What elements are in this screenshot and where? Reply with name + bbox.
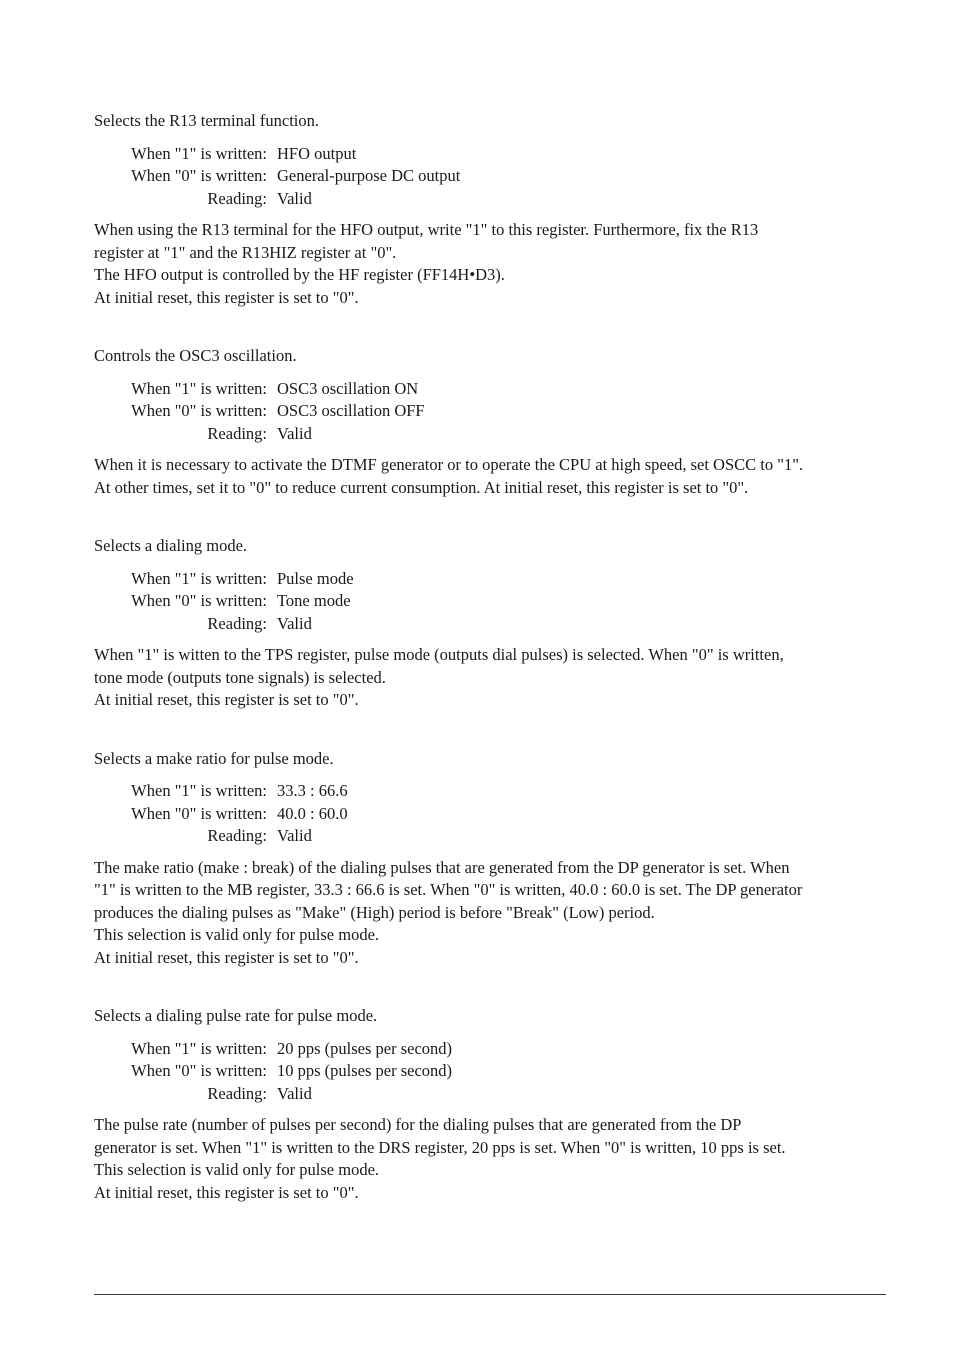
case-label: When "0" is written:: [131, 1061, 267, 1080]
desc-line: When using the R13 terminal for the HFO output, write "1" to this register. Furthermore, fix the R13: [94, 220, 759, 239]
write-cases: [94, 780, 894, 848]
write-cases: [94, 143, 894, 211]
section-description: [94, 857, 894, 970]
case-value: Valid: [277, 188, 312, 208]
case-label: When "0" is written:: [131, 401, 267, 420]
case-row: [94, 165, 894, 188]
case-value: Valid: [277, 826, 312, 845]
case-value: Pulse mode: [277, 568, 354, 588]
case-row: [94, 1060, 894, 1083]
section-intro: Controls the OSC3 oscillation.: [94, 346, 297, 365]
case-row: [94, 1038, 894, 1061]
document-body: [94, 110, 894, 1204]
case-label: When "1" is written:: [131, 568, 267, 588]
case-row: [94, 780, 894, 803]
case-value: Valid: [277, 1083, 312, 1103]
case-row: [94, 825, 894, 848]
desc-line: At initial reset, this register is set to "0".: [94, 1182, 359, 1202]
case-label: When "0" is written:: [131, 803, 267, 823]
desc-line: At initial reset, this register is set to "0".: [94, 947, 359, 967]
section-gap: [94, 309, 894, 345]
desc-line: At initial reset, this register is set to "0".: [94, 690, 359, 709]
case-row: [94, 143, 894, 166]
case-row: [94, 378, 894, 401]
desc-line: "1" is written to the MB register, 33.3 : 66.6 is set. When "0" is written, 40.0 : 60.0 is set. The DP generator: [94, 880, 803, 899]
register-section-tps: [94, 535, 894, 712]
register-section-mb: [94, 748, 894, 970]
case-value: OSC3 oscillation ON: [277, 378, 419, 398]
case-label: When "1" is written:: [131, 143, 267, 163]
case-value: Valid: [277, 423, 312, 443]
section-intro: Selects the R13 terminal function.: [94, 111, 319, 130]
desc-line: tone mode (outputs tone signals) is selected.: [94, 667, 386, 687]
case-row: [94, 613, 894, 636]
section-gap: [94, 712, 894, 748]
section-gap: [94, 969, 894, 1005]
section-description: [94, 1114, 894, 1204]
desc-line: At initial reset, this register is set to "0".: [94, 287, 359, 307]
register-section-oscc: [94, 345, 894, 499]
desc-line: When it is necessary to activate the DTMF generator or to operate the CPU at high speed, set OSCC to "1".: [94, 455, 804, 474]
footer-divider: [94, 1294, 886, 1295]
desc-line: This selection is valid only for pulse mode.: [94, 925, 380, 944]
case-label: Reading:: [207, 423, 267, 443]
case-label: When "1" is written:: [131, 1038, 267, 1058]
desc-line: When "1" is witten to the TPS register, pulse mode (outputs dial pulses) is selected. When "0" is written,: [94, 645, 784, 664]
register-section-r13-function: [94, 110, 894, 309]
case-value: HFO output: [277, 143, 357, 163]
case-value: OSC3 oscillation OFF: [277, 401, 425, 420]
case-row: [94, 400, 894, 423]
write-cases: [94, 1038, 894, 1106]
case-label: Reading:: [207, 188, 267, 208]
case-label: When "0" is written:: [131, 166, 267, 185]
case-row: [94, 803, 894, 826]
case-row: [94, 568, 894, 591]
case-label: Reading:: [207, 613, 267, 633]
register-section-drs: [94, 1005, 894, 1204]
case-row: [94, 423, 894, 446]
desc-line: The make ratio (make : break) of the dialing pulses that are generated from the DP generator is set. When: [94, 857, 790, 877]
section-gap: [94, 499, 894, 535]
section-intro: Selects a dialing pulse rate for pulse mode.: [94, 1006, 378, 1025]
case-row: [94, 1083, 894, 1106]
case-row: [94, 590, 894, 613]
case-value: 33.3 : 66.6: [277, 781, 348, 800]
case-value: 40.0 : 60.0: [277, 803, 348, 823]
desc-line: This selection is valid only for pulse mode.: [94, 1160, 380, 1179]
desc-line: register at "1" and the R13HIZ register at "0".: [94, 242, 397, 262]
write-cases: [94, 568, 894, 636]
desc-line: generator is set. When "1" is written to the DRS register, 20 pps is set. When "0" is written, 10 pps is set.: [94, 1137, 786, 1157]
case-label: When "1" is written:: [131, 378, 267, 398]
section-description: [94, 454, 894, 499]
case-value: Tone mode: [277, 591, 351, 610]
case-value: Valid: [277, 613, 312, 633]
desc-line: At other times, set it to "0" to reduce current consumption. At initial reset, this register is set to "0".: [94, 477, 749, 497]
desc-line: produces the dialing pulses as "Make" (High) period is before "Break" (Low) period.: [94, 902, 655, 922]
case-label: Reading:: [207, 1083, 267, 1103]
case-label: When "0" is written:: [131, 591, 267, 610]
section-description: [94, 219, 894, 309]
desc-line: The pulse rate (number of pulses per second) for the dialing pulses that are generated from the DP: [94, 1115, 742, 1134]
write-cases: [94, 378, 894, 446]
case-value: 20 pps (pulses per second): [277, 1038, 453, 1058]
case-label: Reading:: [207, 826, 267, 845]
section-description: [94, 644, 894, 712]
section-intro: Selects a dialing mode.: [94, 536, 248, 555]
desc-line: The HFO output is controlled by the HF register (FF14H•D3).: [94, 265, 505, 284]
section-intro: Selects a make ratio for pulse mode.: [94, 748, 334, 768]
case-label: When "1" is written:: [131, 781, 267, 800]
case-row: [94, 188, 894, 211]
case-value: 10 pps (pulses per second): [277, 1061, 453, 1080]
case-value: General-purpose DC output: [277, 166, 461, 185]
